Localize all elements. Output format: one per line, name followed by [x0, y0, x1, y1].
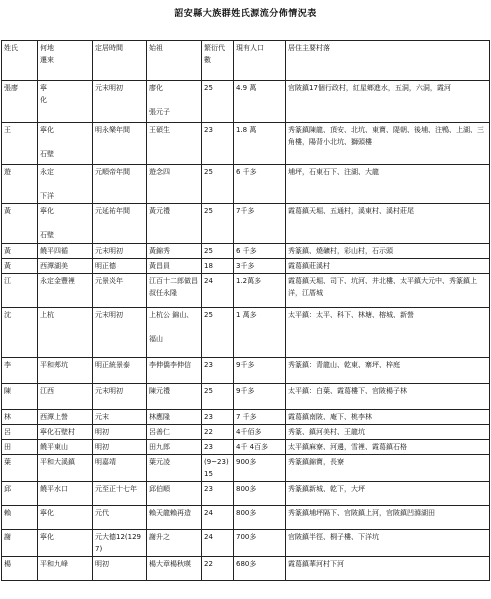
cell-surname: 王 — [2, 123, 38, 165]
table-row — [2, 557, 490, 581]
column-header: 何地 遷來 — [38, 41, 93, 81]
cell-gens: 25 — [202, 81, 234, 123]
cell-villages: 埔坪，石東石下、注湖、大龍 — [286, 165, 490, 204]
cell-time: 明永樂年間 — [93, 123, 147, 165]
cell-pop: 6 千多 — [234, 244, 286, 259]
column-header: 繁衍代數 — [202, 41, 234, 81]
cell-pop: 680多 — [234, 557, 286, 581]
cell-pop: 900多 — [234, 455, 286, 482]
table-row — [2, 384, 490, 410]
column-header: 姓氏 — [2, 41, 38, 81]
cell-surname: 黃 — [2, 259, 38, 274]
cell-gens: 23 — [202, 410, 234, 425]
cell-pop: 3千多 — [234, 259, 286, 274]
cell-surname: 江 — [2, 274, 38, 308]
cell-ancestor: 黃昌員 — [147, 259, 202, 274]
table-body — [2, 81, 490, 581]
column-header: 始祖 — [147, 41, 202, 81]
cell-time: 明嘉靖 — [93, 455, 147, 482]
cell-origin: 寧化 — [38, 506, 93, 530]
cell-ancestor: 黃錦秀 — [147, 244, 202, 259]
cell-pop: 1 萬多 — [234, 308, 286, 358]
cell-time: 元代 — [93, 506, 147, 530]
cell-ancestor: 遊念四 — [147, 165, 202, 204]
table-row — [2, 425, 490, 440]
cell-villages: 霞葛鎮華河村下河 — [286, 557, 490, 581]
table-row — [2, 274, 490, 308]
cell-villages: 霞葛鎮南陂、庵下、桃李林 — [286, 410, 490, 425]
cell-time: 明正德 — [93, 259, 147, 274]
cell-origin: 寧 化 — [38, 81, 93, 123]
cell-villages: 秀篆鎮陳龍、頂安、北坑、東寶、隄朝、後埔、注鴨、上湖、三角樓，陽背小北坑、獅頭樓 — [286, 123, 490, 165]
table-row — [2, 440, 490, 455]
cell-villages: 秀篆鎮新城、乾下，大坪 — [286, 482, 490, 506]
cell-time: 元末 — [93, 410, 147, 425]
table-row — [2, 482, 490, 506]
cell-villages: 太平鎮：太平、科下、林塘、榕城、新營 — [286, 308, 490, 358]
cell-villages: 官陂鎮半徑、桐子樓、下洋坑 — [286, 530, 490, 557]
cell-pop: 700多 — [234, 530, 286, 557]
cell-ancestor: 上杭公 錦山、 福山 — [147, 308, 202, 358]
cell-time: 明初 — [93, 440, 147, 455]
cell-ancestor: 林應隆 — [147, 410, 202, 425]
cell-villages: 太平鎮麻寮、河邊，雪裡、霞葛鎮石格 — [286, 440, 490, 455]
cell-gens: 23 — [202, 482, 234, 506]
cell-gens: 25 — [202, 244, 234, 259]
cell-villages: 秀篆鎮：青龍山、乾東、寨坪、梓庭 — [286, 358, 490, 384]
table-row — [2, 455, 490, 482]
cell-time: 元景炎年 — [93, 274, 147, 308]
cell-origin: 平和九峰 — [38, 557, 93, 581]
table-row — [2, 410, 490, 425]
cell-origin: 饒平東山 — [38, 440, 93, 455]
cell-time: 元末明初 — [93, 244, 147, 259]
cell-gens: 25 — [202, 384, 234, 410]
cell-gens: 23 — [202, 440, 234, 455]
cell-pop: 7 千多 — [234, 410, 286, 425]
page-title: 詔安縣大族群姓氏源流分佈情況表 — [174, 9, 317, 19]
cell-villages: 太平鎮：白葉、霞葛樓下、官陂楊子林 — [286, 384, 490, 410]
cell-surname: 沈 — [2, 308, 38, 358]
cell-surname: 邱 — [2, 482, 38, 506]
cell-surname: 楊 — [2, 557, 38, 581]
table-header-row — [2, 41, 490, 81]
cell-ancestor: 謝升之 — [147, 530, 202, 557]
cell-pop: 9千多 — [234, 358, 286, 384]
cell-surname: 黃 — [2, 204, 38, 244]
cell-surname: 李 — [2, 358, 38, 384]
cell-pop: 9千多 — [234, 384, 286, 410]
table-row — [2, 204, 490, 244]
table-row — [2, 308, 490, 358]
cell-pop: 7千多 — [234, 204, 286, 244]
table-row — [2, 358, 490, 384]
table-row — [2, 530, 490, 557]
cell-origin: 寧化石壁村 — [38, 425, 93, 440]
column-header: 現有人口 — [234, 41, 286, 81]
cell-villages: 秀篆鎮、燒礦村，彩山村，石示頭 — [286, 244, 490, 259]
cell-surname: 遊 — [2, 165, 38, 204]
cell-ancestor: 田九郎 — [147, 440, 202, 455]
cell-origin: 寧化 石壁 — [38, 123, 93, 165]
cell-pop: 4千 4百多 — [234, 440, 286, 455]
cell-ancestor: 李伸僑李伸信 — [147, 358, 202, 384]
cell-ancestor: 黃元禮 — [147, 204, 202, 244]
cell-villages: 霞葛鎮天堀、五通村，溪東村、溪村莊尾 — [286, 204, 490, 244]
column-header: 定居時間 — [93, 41, 147, 81]
cell-time: 元末明初 — [93, 308, 147, 358]
cell-surname: 田 — [2, 440, 38, 455]
cell-villages: 官陂鎮17個行政村，紅星鄉進水，五洞，六洞，霞河 — [286, 81, 490, 123]
cell-surname: 賴 — [2, 506, 38, 530]
cell-ancestor: 呂善仁 — [147, 425, 202, 440]
cell-time: 元末明初 — [93, 384, 147, 410]
cell-origin: 永定金豐裡 — [38, 274, 93, 308]
cell-origin: 上杭 — [38, 308, 93, 358]
cell-surname: 葉 — [2, 455, 38, 482]
cell-origin: 西潭上營 — [38, 410, 93, 425]
cell-pop: 1.2萬多 — [234, 274, 286, 308]
cell-surname: 黃 — [2, 244, 38, 259]
cell-origin: 永定 下洋 — [38, 165, 93, 204]
surname-distribution-table — [1, 40, 490, 581]
cell-gens: 24 — [202, 530, 234, 557]
table-row — [2, 165, 490, 204]
cell-gens: 23 — [202, 358, 234, 384]
cell-ancestor: 賴天龍賴再造 — [147, 506, 202, 530]
cell-surname: 呂 — [2, 425, 38, 440]
cell-ancestor: 王碩生 — [147, 123, 202, 165]
cell-time: 明初 — [93, 425, 147, 440]
cell-origin: 饒平四循 — [38, 244, 93, 259]
cell-origin: 饒平水口 — [38, 482, 93, 506]
cell-villages: 秀篆鎮埔坪隔下、官陂鎮上河，官陂鎮凹滌湖田 — [286, 506, 490, 530]
cell-ancestor: 葉元凌 — [147, 455, 202, 482]
cell-gens: 22 — [202, 557, 234, 581]
cell-surname: 謝 — [2, 530, 38, 557]
cell-pop: 4千佰多 — [234, 425, 286, 440]
cell-time: 明正統景泰 — [93, 358, 147, 384]
table-row — [2, 81, 490, 123]
cell-surname: 陳 — [2, 384, 38, 410]
cell-pop: 800多 — [234, 482, 286, 506]
table-row — [2, 506, 490, 530]
cell-time: 元大德12(1297) — [93, 530, 147, 557]
cell-gens: 18 — [202, 259, 234, 274]
cell-time: 元順帝年間 — [93, 165, 147, 204]
cell-ancestor: 楊大章楊秋暎 — [147, 557, 202, 581]
cell-ancestor: 江百十二郎做昌叔任永隆 — [147, 274, 202, 308]
cell-origin: 平和郟坑 — [38, 358, 93, 384]
cell-origin: 平和大溪鎮 — [38, 455, 93, 482]
cell-origin: 寧化 石壁 — [38, 204, 93, 244]
cell-ancestor: 陳元禮 — [147, 384, 202, 410]
cell-gens: 25 — [202, 165, 234, 204]
cell-time: 元末明初 — [93, 81, 147, 123]
cell-gens: 22 — [202, 425, 234, 440]
table-row — [2, 123, 490, 165]
cell-pop: 6 千多 — [234, 165, 286, 204]
cell-ancestor: 邱伯順 — [147, 482, 202, 506]
cell-gens: 25 — [202, 204, 234, 244]
cell-surname: 林 — [2, 410, 38, 425]
cell-gens: 24 — [202, 274, 234, 308]
cell-time: 元延祐年間 — [93, 204, 147, 244]
table-row — [2, 244, 490, 259]
cell-surname: 張廖 — [2, 81, 38, 123]
cell-origin: 西潭湖美 — [38, 259, 93, 274]
column-header: 居住主要村落 — [286, 41, 490, 81]
cell-ancestor: 廖化 張元子 — [147, 81, 202, 123]
cell-gens: 23 — [202, 123, 234, 165]
cell-villages: 秀篆、鎮河美村、王龍坑 — [286, 425, 490, 440]
cell-pop: 1.8 萬 — [234, 123, 286, 165]
cell-pop: 4.9 萬 — [234, 81, 286, 123]
cell-time: 元至正十七年 — [93, 482, 147, 506]
cell-gens: 25 — [202, 308, 234, 358]
cell-villages: 秀篆鎮錦寶，長寮 — [286, 455, 490, 482]
cell-villages: 霞葛鎮天堀、司下、坑河、井北樓、太平鎮大元中、秀篆鎮上洋，江厝城 — [286, 274, 490, 308]
cell-villages: 霞葛鎮莊溪村 — [286, 259, 490, 274]
table-row — [2, 259, 490, 274]
cell-gens: (9~23) 15 — [202, 455, 234, 482]
cell-pop: 800多 — [234, 506, 286, 530]
cell-time: 明初 — [93, 557, 147, 581]
cell-origin: 江西 — [38, 384, 93, 410]
cell-origin: 寧化 — [38, 530, 93, 557]
cell-gens: 24 — [202, 506, 234, 530]
